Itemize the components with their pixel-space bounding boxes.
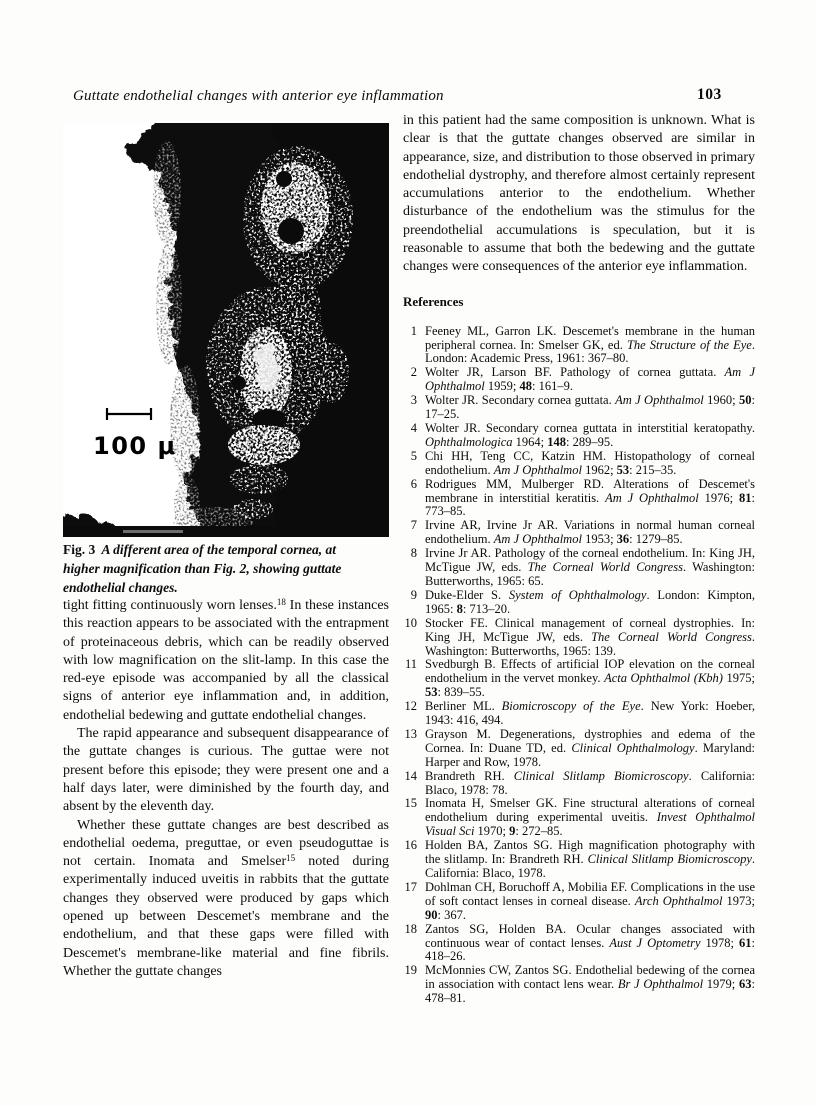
body-paragraph: The rapid appearance and subsequent disappearance of the guttate changes is curious. The guttae were not present before this episode; they were present one and a half days later, were diminished by the fourth day, and absent by the eleventh day. bbox=[63, 726, 389, 815]
reference-number: 19 bbox=[404, 963, 417, 978]
reference-item bbox=[403, 658, 755, 700]
left-column bbox=[63, 597, 389, 981]
reference-number: 8 bbox=[410, 546, 417, 561]
reference-number: 17 bbox=[404, 879, 417, 894]
reference-number: 2 bbox=[410, 365, 417, 380]
reference-number: 18 bbox=[404, 921, 417, 936]
reference-text: Wolter JR. Secondary cornea guttata. Am J Ophthalmol 1960; 50: 17–25. bbox=[425, 393, 755, 422]
reference-text: Chi HH, Teng CC, Katzin HM. Histopathology of corneal endothelium. Am J Ophthalmol 1962; 53: 215–35. bbox=[425, 448, 755, 477]
reference-text: Wolter JR, Larson BF. Pathology of cornea guttata. Am J Ophthalmol 1959; 48: 161–9. bbox=[425, 365, 755, 394]
reference-number: 16 bbox=[404, 838, 417, 853]
reference-text: Duke-Elder S. System of Ophthalmology. London: Kimpton, 1965: 8: 713–20. bbox=[425, 587, 755, 616]
reference-number: 4 bbox=[410, 421, 417, 436]
reference-item bbox=[403, 881, 755, 923]
micrograph-image bbox=[63, 123, 389, 537]
reference-item bbox=[403, 547, 755, 589]
reference-text: Stocker FE. Clinical management of corneal dystrophies. In: King JH, McTigue JW, eds. The Corneal World Congress. Washington: Butterworths, 1965: 139. bbox=[425, 615, 755, 658]
references-heading: References bbox=[403, 293, 464, 309]
running-head-title: Guttate endothelial changes with anterior eye inflammation bbox=[73, 88, 444, 104]
reference-item bbox=[403, 700, 755, 728]
reference-number: 10 bbox=[404, 615, 417, 630]
reference-text: Feeney ML, Garron LK. Descemet's membrane in the human peripheral cornea. In: Smelser GK, ed. The Structure of the Eye. London: Academic Press, 1961: 367–80. bbox=[425, 323, 755, 366]
reference-item bbox=[403, 617, 755, 659]
reference-text: Irvine Jr AR. Pathology of the corneal endothelium. In: King JH, McTigue JW, eds. The Corneal World Congress. Washington: Butterworths, 1965: 65. bbox=[425, 546, 756, 588]
reference-text: Dohlman CH, Boruchoff A, Mobilia EF. Complications in the use of soft contact lenses in corneal disease. Arch Ophthalmol 1973; 90: 367. bbox=[425, 879, 755, 922]
reference-text: Inomata H, Smelser GK. Fine structural alterations of corneal endothelium during experimental uveitis. Invest Ophthalmol Visual Sci 1970; 9: 272–85. bbox=[425, 796, 755, 839]
reference-text: Grayson M. Degenerations, dystrophies and edema of the Cornea. In: Duane TD, ed. Clinical Ophthalmology. Maryland: Harper and Row, 1978. bbox=[425, 726, 755, 769]
reference-text: Rodrigues MM, Mulberger RD. Alterations of Descemet's membrane in interstitial keratitis. Am J Ophthalmol 1976; 81: 773–85. bbox=[425, 476, 755, 519]
reference-text: Irvine AR, Irvine Jr AR. Variations in normal human corneal endothelium. Am J Ophthalmol 1953; 36: 1279–85. bbox=[425, 518, 755, 547]
reference-number: 1 bbox=[410, 323, 417, 338]
reference-item bbox=[403, 964, 755, 1006]
reference-item bbox=[403, 366, 755, 394]
reference-item bbox=[403, 519, 755, 547]
reference-number: 6 bbox=[410, 476, 417, 491]
reference-text: Berliner ML. Biomicroscopy of the Eye. New York: Hoeber, 1943: 416, 494. bbox=[425, 699, 755, 728]
reference-text: Brandreth RH. Clinical Slitlamp Biomicroscopy. California: Blaco, 1978: 78. bbox=[425, 768, 755, 797]
reference-item bbox=[403, 325, 755, 367]
reference-number: 11 bbox=[404, 657, 417, 672]
right-column bbox=[403, 112, 755, 1006]
reference-item bbox=[403, 422, 755, 450]
reference-item bbox=[403, 478, 755, 520]
scale-bar-label: 100 μ bbox=[93, 432, 177, 460]
figure-caption: Fig. 3 A different area of the temporal cornea, at higher magnification than Fig. 2, showing guttate endothelial changes. bbox=[63, 542, 342, 595]
body-paragraph: in this patient had the same composition is unknown. What is clear is that the guttate changes observed are similar in appearance, size, and distribution to those observed in primary endothelial dystrophy, and therefore almost certainly represent accumulations anterior to the endothelium. Whether disturbance of the endothelium was the stimulus for the preendothelial accumulations is speculation, but it is reasonable to assume that both the bedewing and the guttate changes were consequences of the anterior eye inflammation. bbox=[403, 113, 755, 275]
reference-item bbox=[403, 589, 755, 617]
reference-text: McMonnies CW, Zantos SG. Endothelial bedewing of the cornea in association with contact lens wear. Br J Ophthalmol 1979; 63: 478–81. bbox=[425, 963, 755, 1006]
reference-item bbox=[403, 923, 755, 965]
reference-item bbox=[403, 797, 755, 839]
reference-number: 14 bbox=[404, 768, 417, 783]
reference-number: 9 bbox=[410, 587, 417, 602]
reference-text: Svedburgh B. Effects of artificial IOP elevation on the corneal endothelium in the vervet monkey. Acta Ophthalmol (Kbh) 1975; 53: 839–55. bbox=[425, 657, 755, 700]
reference-text: Wolter JR. Secondary cornea guttata in interstitial keratopathy. Ophthalmologica 1964; 148: 289–95. bbox=[425, 421, 755, 449]
reference-item bbox=[403, 839, 755, 881]
reference-number: 15 bbox=[404, 796, 417, 811]
reference-item bbox=[403, 394, 755, 422]
references-list bbox=[403, 325, 755, 1006]
reference-item bbox=[403, 770, 755, 798]
reference-item bbox=[403, 450, 755, 478]
reference-number: 5 bbox=[410, 448, 417, 463]
body-paragraph: Whether these guttate changes are best described as endothelial oedema, preguttae, or even pseudoguttae is not certain. Inomata and Smelser$^{15}$ noted during experimentally induced uveitis in rabbits that the guttate changes they observed were produced by gaps which opened up between Descemet's membrane and the endothelium, and that these gaps were filled with Descemet's membrane-like material and fine fibrils. Whether the guttate changes bbox=[63, 817, 389, 979]
reference-item bbox=[403, 728, 755, 770]
reference-number: 7 bbox=[410, 518, 417, 533]
reference-number: 12 bbox=[404, 699, 417, 714]
reference-number: 13 bbox=[404, 726, 417, 741]
body-paragraph: tight fitting continuously worn lenses.$^{18}$ In these instances this reaction appears to be associated with the entrapment of proteinaceous debris, which can be readily observed with low magnification on the slit-lamp. In this case the red-eye episode was accompanied by all the classical signs of anterior eye inflammation and, in addition, endothelial bedewing and guttate endothelial changes. bbox=[63, 597, 389, 723]
reference-number: 3 bbox=[410, 393, 417, 408]
page-number: 103 bbox=[697, 86, 722, 103]
reference-text: Holden BA, Zantos SG. High magnification photography with the slitlamp. In: Brandreth RH. Clinical Slitlamp Biomicroscopy. California: Blaco, 1978. bbox=[425, 838, 756, 881]
reference-text: Zantos SG, Holden BA. Ocular changes associated with continuous wear of contact lenses. Aust J Optometry 1978; 61: 418–26. bbox=[425, 921, 755, 964]
micrograph-figure bbox=[63, 123, 389, 537]
